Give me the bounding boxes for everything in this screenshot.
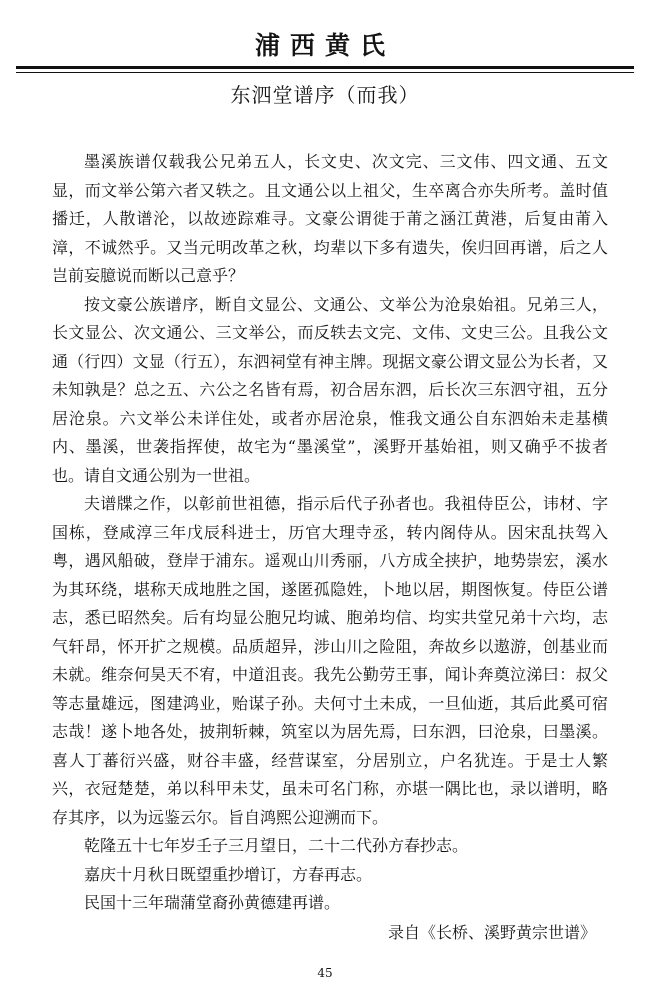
header-rule-thin	[16, 72, 634, 73]
document-title: 东泗堂谱序（而我）	[230, 83, 420, 107]
paragraph-1: 墨溪族谱仅载我公兄弟五人，长文史、次文完、三文伟、四文通、五文显，而文举公第六者又轶之。且文通公以上祖父，生卒离合亦失所考。盖时值播迁，人散谱沦，以故迹踪难寻。文豪公谓徙于莆之涵江黄港，后复由莆入漳，不诚然乎。又当元明改革之秋，均辈以下多有遗失，俟归回再谱，后之人岂前妄臆说而断以己意乎？	[52, 152, 608, 285]
note-qianlong: 乾隆五十七年岁壬子三月望日，二十二代孙方春抄志。	[84, 836, 469, 855]
note-minguo: 民国十三年瑞蒲堂裔孙黄德建再谱。	[84, 893, 341, 912]
note-jiaqing: 嘉庆十月秋日既望重抄增订，方春再志。	[84, 864, 373, 884]
document-body	[52, 148, 608, 948]
source-citation: 录自《长桥、溪野黄宗世谱》	[387, 922, 596, 942]
running-header	[0, 28, 650, 64]
paragraph-2: 按文豪公族谱序，断自文显公、文通公、文举公为沧泉始祖。兄弟三人，长文显公、次文通公、三文举公，而反轶去文完、文伟、文史三公。且我公文通（行四）文显（行五），东泗祠堂有神主牌。现据文豪公谓文显公为长者，又未知孰是？总之五、六公之名皆有焉，初合居东泗，后长次三东泗守祖，五分居沧泉。六文举公未详住处，或者亦居沧泉，惟我文通公自东泗始未走基横内、墨溪，世袭指挥使，故宅为“墨溪堂”，溪野开基始祖，则又确乎不拔者也。请自文通公别为一世祖。	[52, 294, 608, 485]
paragraph-3: 夫谱牒之作，以彰前世祖德，指示后代子孙者也。我祖侍臣公，讳材、字国栋，登咸淳三年戊辰科进士，历官大理寺丞，转内阁侍从。因宋乱扶驾入粤，遇风船破，登岸于浦东。遥观山川秀丽，八方成全挟护，地势崇宏，溪水为其环绕，堪称天成地胜之国，遂匿孤隐姓，卜地以居，期图恢复。侍臣公谱志，悉已昭然矣。后有均显公胞兄均诚、胞弟均信、均实共堂兄弟十六均，志气轩昂，怀开扩之规模。品质超异，涉山川之险阻，奔故乡以遨游，创基业而未就。维奈何昊天不宥，中道沮丧。我先公勤劳王事，闻讣奔奠泣涕曰：叔父等志量雄远，图建鸿业，贻谋子孙。夫何寸土未成，一旦仙逝，其后此奚可宿志哉！遂卜地各处，披荆斩棘，筑室以为居先焉，曰东泗，曰沧泉，曰墨溪。喜人丁蕃衍兴盛，财谷丰盛，经营谋室，分居别立，户名犹连。于是士人繁兴，衣冠楚楚，弟以科甲未艾，虽未可名门称，亦堪一隅比也，录以谱明，略存其序，以为远鉴云尔。旨自鸿熙公迎溯而下。	[52, 494, 608, 827]
header-rule-thick	[16, 66, 634, 69]
header-title: 浦西黄氏	[254, 31, 395, 60]
page-number: 45	[317, 966, 333, 980]
